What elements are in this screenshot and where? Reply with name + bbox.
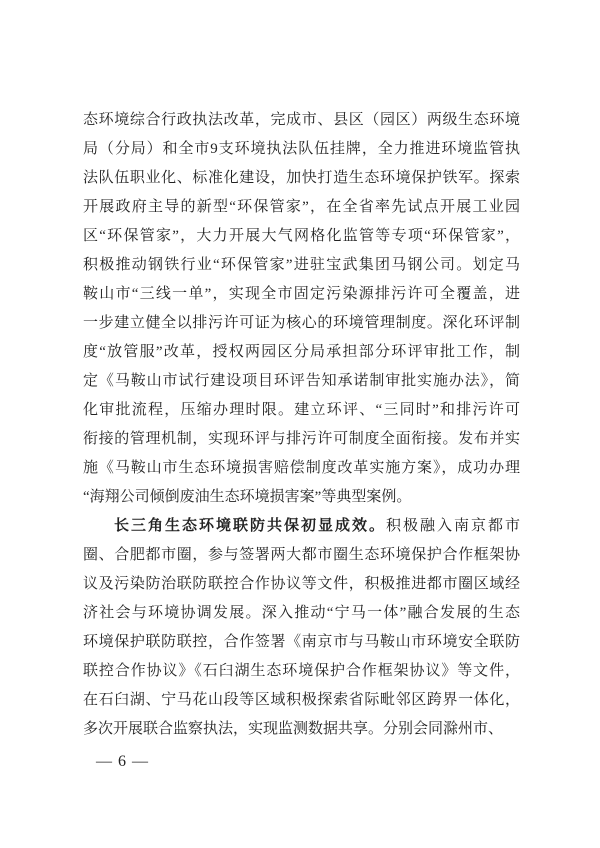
text-line <box>83 483 520 512</box>
text-line <box>83 657 520 686</box>
text-line <box>83 222 520 251</box>
text-segment: 多次开展联合监察执法，实现监测数据共享。分别会同滁州市、 <box>83 721 504 737</box>
text-line <box>83 106 520 135</box>
text-line <box>83 396 520 425</box>
text-segment: 积极推动钢铁行业“环保管家”进驻宝武集团马钢公司。划定马 <box>83 257 520 273</box>
text-segment: 联控合作协议》《石臼湖生态环境保护合作框架协议》等文件， <box>83 663 520 679</box>
document-body <box>83 106 520 744</box>
text-line <box>83 715 520 744</box>
text-segment: 法队伍职业化、标准化建设，加快打造生态环境保护铁军。探索 <box>83 170 520 186</box>
text-segment: 施《马鞍山市生态环境损害赔偿制度改革实施方案》，成功办理 <box>83 460 520 476</box>
text-line <box>83 628 520 657</box>
text-line <box>83 251 520 280</box>
text-line <box>83 686 520 715</box>
text-segment: 环境保护联防联控，合作签署《南京市与马鞍山市环境安全联防 <box>83 634 520 650</box>
text-line <box>83 309 520 338</box>
text-segment: 在石臼湖、宁马花山段等区域积极探索省际毗邻区跨界一体化， <box>83 692 520 708</box>
text-line <box>83 164 520 193</box>
text-line <box>83 280 520 309</box>
text-segment: 议及污染防治联防联控合作协议等文件，积极推进都市圈区域经 <box>83 576 520 592</box>
text-segment: 定《马鞍山市试行建设项目环评告知承诺制审批实施办法》，简 <box>83 373 520 389</box>
text-segment: 衔接的管理机制，实现环评与排污许可制度全面衔接。发布并实 <box>83 431 520 447</box>
text-segment: 济社会与环境协调发展。深入推动“宁马一体”融合发展的生态 <box>83 605 520 621</box>
text-line <box>83 599 520 628</box>
text-line <box>83 541 520 570</box>
text-segment: 化审批流程，压缩办理时限。建立环评、“三同时”和排污许可 <box>83 402 520 418</box>
text-line <box>83 135 520 164</box>
text-segment: 一步建立健全以排污许可证为核心的环境管理制度。深化环评制 <box>83 315 520 331</box>
text-segment: 度“放管服”改革，授权两园区分局承担部分环评审批工作，制 <box>83 344 520 360</box>
text-line <box>83 570 520 599</box>
text-line <box>83 425 520 454</box>
text-segment: 圈、合肥都市圈，参与签署两大都市圈生态环境保护合作框架协 <box>83 547 520 563</box>
text-segment: 区“环保管家”，大力开展大气网格化监管等专项“环保管家”， <box>83 228 520 244</box>
text-segment: 开展政府主导的新型“环保管家”，在全省率先试点开展工业园 <box>83 199 520 215</box>
page-number: — 6 — <box>96 753 149 770</box>
text-segment: 积极融入南京都市 <box>385 518 520 534</box>
text-line <box>83 338 520 367</box>
text-line <box>83 367 520 396</box>
text-line <box>83 193 520 222</box>
text-line <box>83 454 520 483</box>
text-segment: 态环境综合行政执法改革，完成市、县区（园区）两级生态环境 <box>83 112 520 128</box>
paragraph-lead-bold: 长三角生态环境联防共保初显成效。 <box>114 518 386 534</box>
text-segment: 鞍山市“三线一单”，实现全市固定污染源排污许可全覆盖，进 <box>83 286 520 302</box>
text-segment: 局（分局）和全市9支环境执法队伍挂牌，全力推进环境监管执 <box>83 141 520 157</box>
text-line <box>83 512 520 541</box>
text-segment: “海翔公司倾倒废油生态环境损害案”等典型案例。 <box>83 489 412 505</box>
